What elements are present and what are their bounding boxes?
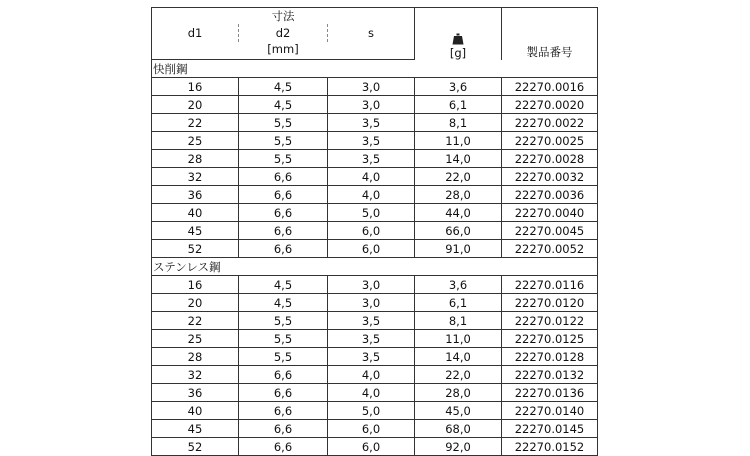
cell-part-number: 22270.0125 (502, 330, 598, 348)
section-row (152, 258, 598, 276)
table-row (152, 132, 598, 150)
table-row (152, 78, 598, 96)
table-row (152, 294, 598, 312)
cell-d2: 6,6 (239, 384, 328, 402)
cell-weight: 11,0 (415, 132, 502, 150)
cell-weight: 28,0 (415, 186, 502, 204)
cell-part-number: 22270.0036 (502, 186, 598, 204)
spec-table (151, 7, 598, 456)
cell-d1: 22 (152, 114, 239, 132)
table-row (152, 366, 598, 384)
weight-unit: [g] (449, 45, 467, 60)
cell-weight: 28,0 (415, 384, 502, 402)
col-d2-header: d2 (239, 24, 328, 42)
cell-d2: 4,5 (239, 294, 328, 312)
cell-d2: 6,6 (239, 402, 328, 420)
cell-d2: 6,6 (239, 366, 328, 384)
cell-d1: 16 (152, 78, 239, 96)
cell-s: 3,5 (328, 114, 415, 132)
cell-weight: 8,1 (415, 312, 502, 330)
cell-d1: 40 (152, 402, 239, 420)
weight-icon (452, 33, 464, 45)
cell-s: 3,0 (328, 96, 415, 114)
cell-part-number: 22270.0052 (502, 240, 598, 258)
table-row (152, 186, 598, 204)
cell-weight: 6,1 (415, 96, 502, 114)
cell-part-number: 22270.0045 (502, 222, 598, 240)
cell-d1: 20 (152, 96, 239, 114)
cell-s: 5,0 (328, 204, 415, 222)
cell-d2: 5,5 (239, 348, 328, 366)
table-header (152, 8, 598, 60)
table-row (152, 204, 598, 222)
cell-part-number: 22270.0152 (502, 438, 598, 456)
table-row (152, 240, 598, 258)
cell-d2: 6,6 (239, 420, 328, 438)
cell-d1: 52 (152, 240, 239, 258)
cell-part-number: 22270.0132 (502, 366, 598, 384)
cell-s: 6,0 (328, 438, 415, 456)
cell-weight: 14,0 (415, 150, 502, 168)
cell-part-number: 22270.0128 (502, 348, 598, 366)
cell-d2: 6,6 (239, 186, 328, 204)
cell-s: 3,5 (328, 132, 415, 150)
section-title: 快削鋼 (152, 60, 598, 78)
table-row (152, 420, 598, 438)
table-row (152, 330, 598, 348)
col-s-header: s (328, 24, 415, 42)
section-row (152, 60, 598, 78)
cell-d2: 5,5 (239, 330, 328, 348)
cell-part-number: 22270.0022 (502, 114, 598, 132)
cell-d1: 40 (152, 204, 239, 222)
table-row (152, 114, 598, 132)
table-row (152, 96, 598, 114)
part-number-header: 製品番号 (526, 44, 573, 59)
cell-d2: 6,6 (239, 240, 328, 258)
cell-weight: 22,0 (415, 366, 502, 384)
table-row (152, 168, 598, 186)
cell-d1: 25 (152, 330, 239, 348)
cell-s: 3,5 (328, 312, 415, 330)
cell-part-number: 22270.0145 (502, 420, 598, 438)
cell-s: 3,5 (328, 348, 415, 366)
cell-s: 6,0 (328, 240, 415, 258)
cell-s: 3,5 (328, 330, 415, 348)
cell-part-number: 22270.0016 (502, 78, 598, 96)
cell-d2: 6,6 (239, 222, 328, 240)
cell-s: 6,0 (328, 420, 415, 438)
cell-weight: 6,1 (415, 294, 502, 312)
unit-label: [mm] (239, 42, 328, 60)
dimension-group-label: 寸法 (271, 9, 295, 23)
table-row (152, 438, 598, 456)
cell-d2: 5,5 (239, 150, 328, 168)
cell-part-number: 22270.0032 (502, 168, 598, 186)
cell-d2: 5,5 (239, 132, 328, 150)
section-title: ステンレス鋼 (152, 258, 598, 276)
cell-d1: 28 (152, 150, 239, 168)
cell-weight: 22,0 (415, 168, 502, 186)
cell-s: 5,0 (328, 402, 415, 420)
cell-weight: 11,0 (415, 330, 502, 348)
cell-d2: 5,5 (239, 312, 328, 330)
cell-d1: 22 (152, 312, 239, 330)
cell-d2: 6,6 (239, 438, 328, 456)
cell-d1: 25 (152, 132, 239, 150)
cell-part-number: 22270.0122 (502, 312, 598, 330)
cell-d1: 20 (152, 294, 239, 312)
cell-d1: 36 (152, 384, 239, 402)
cell-d1: 32 (152, 366, 239, 384)
cell-d1: 28 (152, 348, 239, 366)
cell-d1: 16 (152, 276, 239, 294)
table-row (152, 222, 598, 240)
cell-weight: 45,0 (415, 402, 502, 420)
cell-d1: 32 (152, 168, 239, 186)
cell-part-number: 22270.0020 (502, 96, 598, 114)
cell-weight: 14,0 (415, 348, 502, 366)
table-row (152, 348, 598, 366)
cell-weight: 92,0 (415, 438, 502, 456)
cell-part-number: 22270.0120 (502, 294, 598, 312)
table-row (152, 150, 598, 168)
cell-weight: 3,6 (415, 78, 502, 96)
cell-weight: 3,6 (415, 276, 502, 294)
cell-weight: 8,1 (415, 114, 502, 132)
cell-d2: 6,6 (239, 204, 328, 222)
cell-part-number: 22270.0136 (502, 384, 598, 402)
cell-s: 3,5 (328, 150, 415, 168)
cell-s: 3,0 (328, 294, 415, 312)
cell-weight: 68,0 (415, 420, 502, 438)
cell-d2: 5,5 (239, 114, 328, 132)
cell-s: 6,0 (328, 222, 415, 240)
cell-d2: 6,6 (239, 168, 328, 186)
cell-part-number: 22270.0025 (502, 132, 598, 150)
table-body (152, 60, 598, 456)
cell-s: 3,0 (328, 78, 415, 96)
cell-weight: 44,0 (415, 204, 502, 222)
table-row (152, 276, 598, 294)
cell-s: 4,0 (328, 366, 415, 384)
cell-part-number: 22270.0140 (502, 402, 598, 420)
table-row (152, 402, 598, 420)
col-d1-header: d1 (152, 24, 239, 42)
cell-d1: 45 (152, 420, 239, 438)
cell-d1: 36 (152, 186, 239, 204)
cell-weight: 66,0 (415, 222, 502, 240)
table-row (152, 312, 598, 330)
cell-d1: 52 (152, 438, 239, 456)
cell-part-number: 22270.0116 (502, 276, 598, 294)
cell-d2: 4,5 (239, 78, 328, 96)
table-row (152, 384, 598, 402)
weight-header (415, 8, 502, 60)
cell-part-number: 22270.0028 (502, 150, 598, 168)
cell-d2: 4,5 (239, 96, 328, 114)
cell-d1: 45 (152, 222, 239, 240)
cell-s: 4,0 (328, 384, 415, 402)
cell-s: 4,0 (328, 186, 415, 204)
cell-weight: 91,0 (415, 240, 502, 258)
cell-s: 4,0 (328, 168, 415, 186)
cell-s: 3,0 (328, 276, 415, 294)
cell-d2: 4,5 (239, 276, 328, 294)
cell-part-number: 22270.0040 (502, 204, 598, 222)
